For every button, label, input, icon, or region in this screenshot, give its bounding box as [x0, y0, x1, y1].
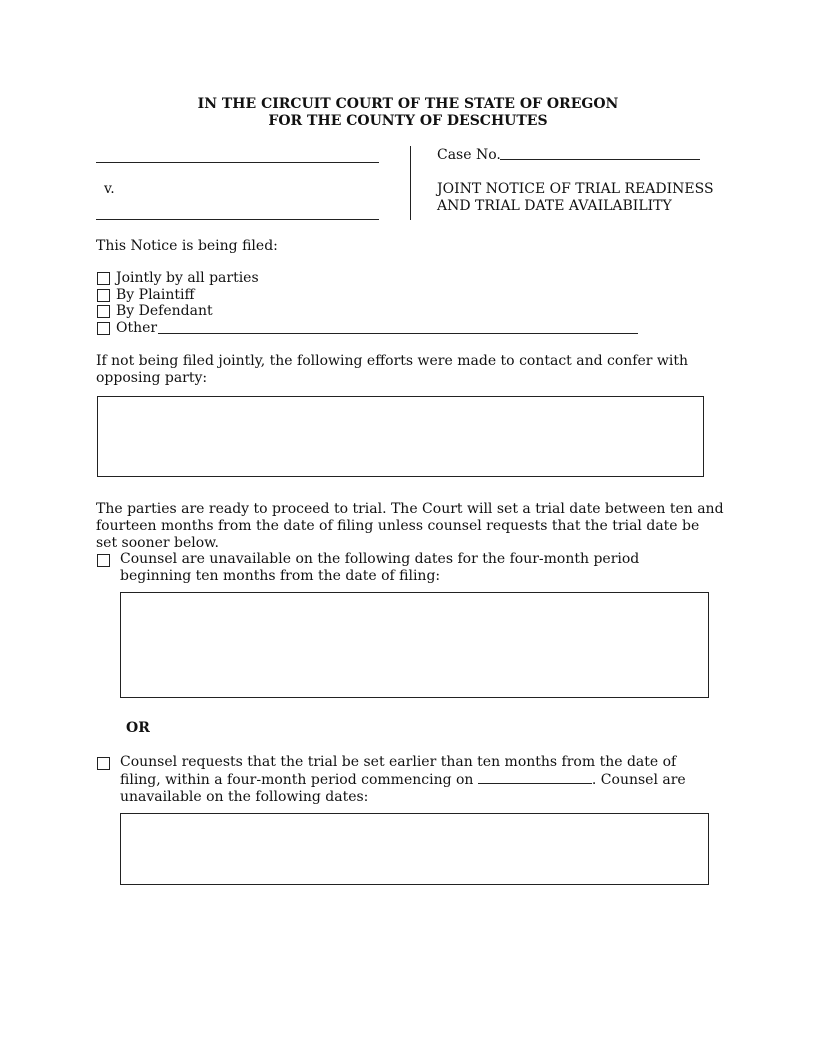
- confer-prompt: If not being filed jointly, the following efforts were made to contact and confer with opposing party:: [96, 353, 689, 386]
- earlier-trial-text-before: Counsel requests that the trial be set earlier than ten months from the date of filing, within a four-month period commencing on: [120, 754, 677, 788]
- or-label: OR: [126, 720, 150, 736]
- versus-label: v.: [104, 181, 115, 197]
- other-specify-line[interactable]: [158, 333, 638, 334]
- confer-efforts-textbox[interactable]: [97, 396, 704, 477]
- unavailable-dates-text: Counsel are unavailable on the following dates for the four-month period beginning ten months from the date of filing:: [120, 551, 640, 584]
- document-title-line2: AND TRIAL DATE AVAILABILITY: [437, 198, 672, 214]
- commencing-date-line[interactable]: [478, 771, 592, 784]
- filing-intro: This Notice is being filed:: [96, 238, 278, 254]
- county-title: FOR THE COUNTY OF DESCHUTES: [268, 113, 548, 129]
- document-title-line1: JOINT NOTICE OF TRIAL READINESS: [437, 181, 714, 197]
- readiness-statement: The parties are ready to proceed to trial. The Court will set a trial date between ten and fourteen months from the date of filing unless counsel requests that the trial date be set sooner below.: [96, 501, 724, 551]
- caption-divider: [410, 146, 411, 220]
- earlier-trial-checkbox[interactable]: [97, 757, 110, 770]
- by-plaintiff-label: By Plaintiff: [116, 287, 195, 303]
- by-defendant-label: By Defendant: [116, 303, 213, 319]
- unavailable-dates-checkbox[interactable]: [97, 554, 110, 567]
- other-checkbox[interactable]: [97, 322, 110, 335]
- by-plaintiff-checkbox[interactable]: [97, 289, 110, 302]
- court-title: IN THE CIRCUIT COURT OF THE STATE OF OREGON: [197, 96, 619, 112]
- by-defendant-checkbox[interactable]: [97, 305, 110, 318]
- defendant-name-line[interactable]: [96, 219, 379, 220]
- earlier-trial-dates-textbox[interactable]: [120, 813, 709, 885]
- other-label: Other: [116, 320, 158, 336]
- case-number-line[interactable]: [500, 159, 700, 160]
- earlier-trial-text-after: . Counsel are unavailable on the following dates:: [120, 772, 686, 805]
- earlier-trial-text: [120, 754, 720, 806]
- unavailable-dates-textbox[interactable]: [120, 592, 709, 698]
- jointly-checkbox[interactable]: [97, 272, 110, 285]
- plaintiff-name-line[interactable]: [96, 162, 379, 163]
- jointly-label: Jointly by all parties: [116, 270, 259, 286]
- case-number-label: Case No.: [437, 147, 501, 163]
